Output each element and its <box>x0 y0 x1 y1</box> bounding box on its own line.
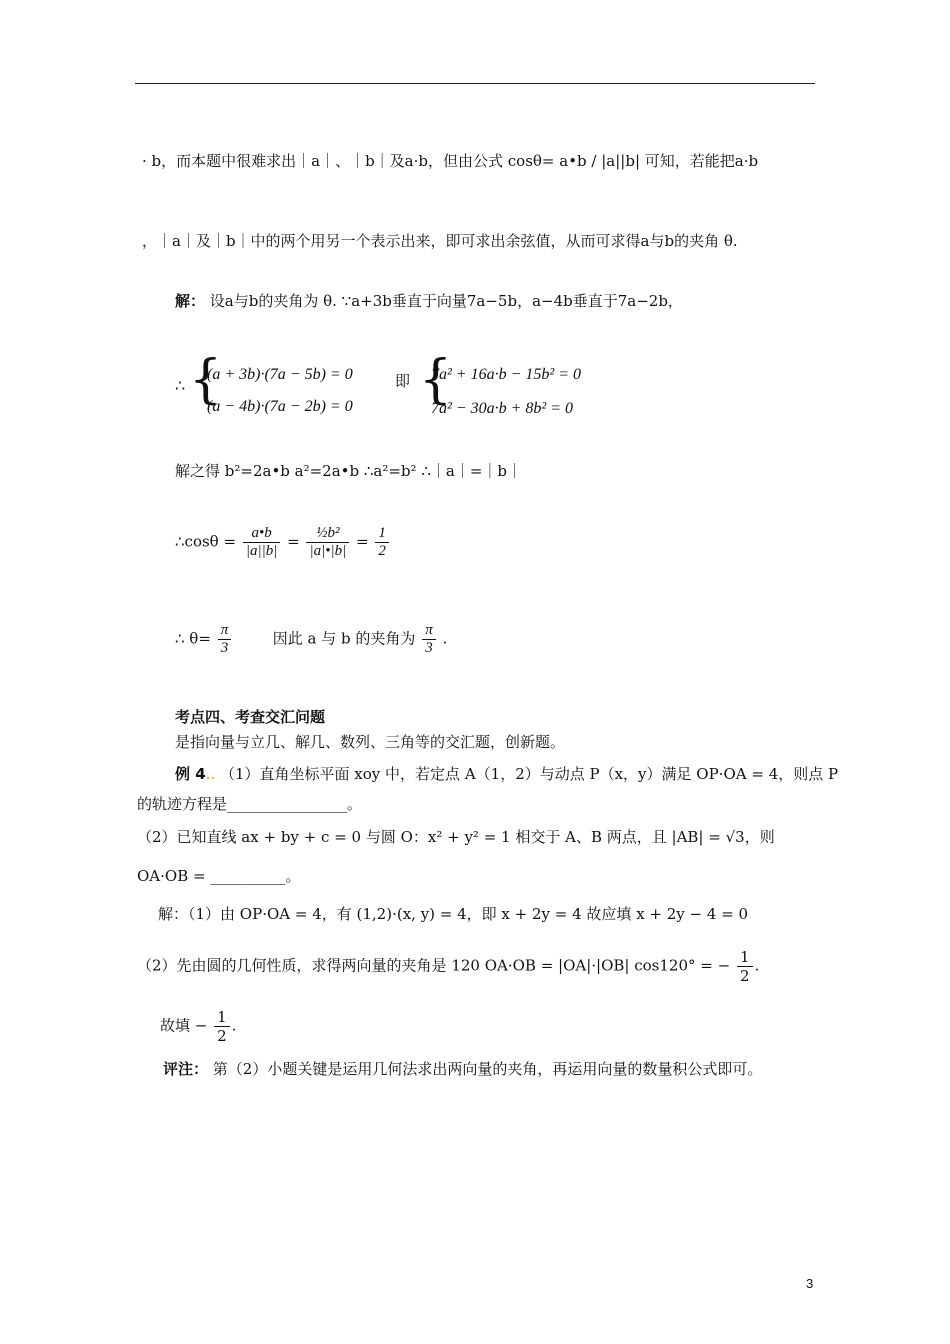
solution-2-text: （2）先由圆的几何性质，求得两向量的夹角是 120 OA·OB = |OA|·|OB| cos120° = − <box>137 956 731 975</box>
cos-result <box>375 525 389 560</box>
page-number: 3 <box>806 1276 814 1291</box>
cos-fraction-1-den: |a||b| <box>245 543 278 559</box>
cos-prefix: ∴cosθ = <box>175 532 237 551</box>
solution-2-den: 2 <box>739 967 750 985</box>
theta-num: π <box>218 622 232 640</box>
fill-answer-num: 1 <box>214 1008 230 1027</box>
cos-fraction-2-num: ½b² <box>306 525 349 543</box>
theta-prefix: ∴ θ= <box>175 629 211 648</box>
example-4-line-1 <box>175 763 838 784</box>
example-4-line-3: （2）已知直线 ax + by + c = 0 与圆 O：x² + y² = 1 相交于 A、B 两点，且 |AB| = √3，则 <box>137 828 775 846</box>
sys2-eq1: 7a² + 16a·b − 15b² = 0 <box>431 366 581 383</box>
sys2-eq2: 7a² − 30a·b + 8b² = 0 <box>431 400 573 417</box>
solution-text: 设a与b的夹角为 θ. ∵a+3b垂直于向量7a−5b，a−4b垂直于7a−2b， <box>209 292 683 310</box>
section-description: 是指向量与立几、解几、数列、三角等的交汇题，创新题。 <box>175 733 566 751</box>
sys1-eq2: (a − 4b)·(7a − 2b) = 0 <box>207 398 353 415</box>
note-line <box>163 1058 762 1079</box>
example-4-line-4: OA·OB = __________。 <box>137 867 301 885</box>
line-1-text: · b，而本题中很难求出｜a｜、｜b｜及a·b，但由公式 cosθ= a•b / |a||b| 可知，若能把a·b <box>142 152 759 170</box>
cos-fraction-1-num: a•b <box>243 525 281 543</box>
sys1-eq1: (a + 3b)·(7a − 5b) = 0 <box>207 366 353 383</box>
solution-2-num: 1 <box>737 948 753 967</box>
theta2-den: 3 <box>425 640 433 656</box>
fill-answer-den: 2 <box>217 1027 227 1045</box>
cos-fraction-1 <box>243 525 281 560</box>
solution-line <box>175 290 683 311</box>
theta-fraction-2 <box>422 622 436 657</box>
brace-right-system: { <box>419 350 453 410</box>
example-4-line-2: 的轨迹方程是________________。 <box>137 795 363 813</box>
section-heading: 考点四、考查交汇问题 <box>175 708 326 726</box>
cos-fraction-2-den: |a|•|b| <box>309 543 347 559</box>
fill-answer-line: 故填 − $\frac{1}{2}$ . <box>160 1008 237 1045</box>
theta-fraction <box>218 622 232 657</box>
solve-text: 解之得 b²=2a•b a²=2a•b ∴a²=b² ∴｜a｜=｜b｜ <box>175 462 522 480</box>
brace-left: { <box>189 350 223 410</box>
solution-label: 解： <box>175 292 206 310</box>
cos-result-den: 2 <box>378 543 386 559</box>
fill-answer-text: 故填 − <box>160 1016 208 1035</box>
example-4-text-1: （1）直角坐标平面 xoy 中，若定点 A（1，2）与动点 P（x，y）满足 OP·OA = 4，则点 P <box>220 765 839 783</box>
note-text: 第（2）小题关键是运用几何法求出两向量的夹角，再运用向量的数量积公式即可。 <box>212 1060 763 1078</box>
equals-1: = <box>287 532 300 551</box>
example-label: 例 4 <box>175 765 206 783</box>
solution-2-fraction <box>737 948 753 985</box>
equals-2: = <box>356 532 369 551</box>
line-2-text: ，｜a｜及｜b｜中的两个用另一个表示出来，即可求出余弦值，从而可求得a与b的夹角 θ. <box>142 232 738 250</box>
theta-den: 3 <box>220 640 229 656</box>
solution-1-line: 解：（1）由 OP·OA = 4，有 (1,2)·(x, y) = 4，即 x + 2y = 4 故应填 x + 2y − 4 = 0 <box>158 905 749 923</box>
theta-mid-text: 因此 a 与 b 的夹角为 <box>272 629 416 648</box>
note-label: 评注： <box>163 1060 209 1078</box>
text-line-1 <box>142 150 758 171</box>
therefore-symbol: ∴ <box>175 376 186 395</box>
cos-fraction-2 <box>306 525 349 560</box>
marker-dots: .. <box>205 765 216 783</box>
cos-line <box>175 525 391 560</box>
theta-line <box>175 622 447 657</box>
solution-2-line: （2）先由圆的几何性质，求得两向量的夹角是 120 OA·OB = |OA|·|OB| cos120° = − $\frac{1}{2}$ . <box>137 948 760 985</box>
text-line-solve <box>175 460 522 481</box>
text-line-2 <box>142 230 738 251</box>
header-rule <box>135 83 815 84</box>
fill-answer-fraction <box>214 1008 230 1045</box>
theta-end: . <box>442 629 448 648</box>
cos-result-num: 1 <box>375 525 389 543</box>
ji-label: 即 <box>395 372 411 390</box>
theta2-num: π <box>422 622 436 640</box>
